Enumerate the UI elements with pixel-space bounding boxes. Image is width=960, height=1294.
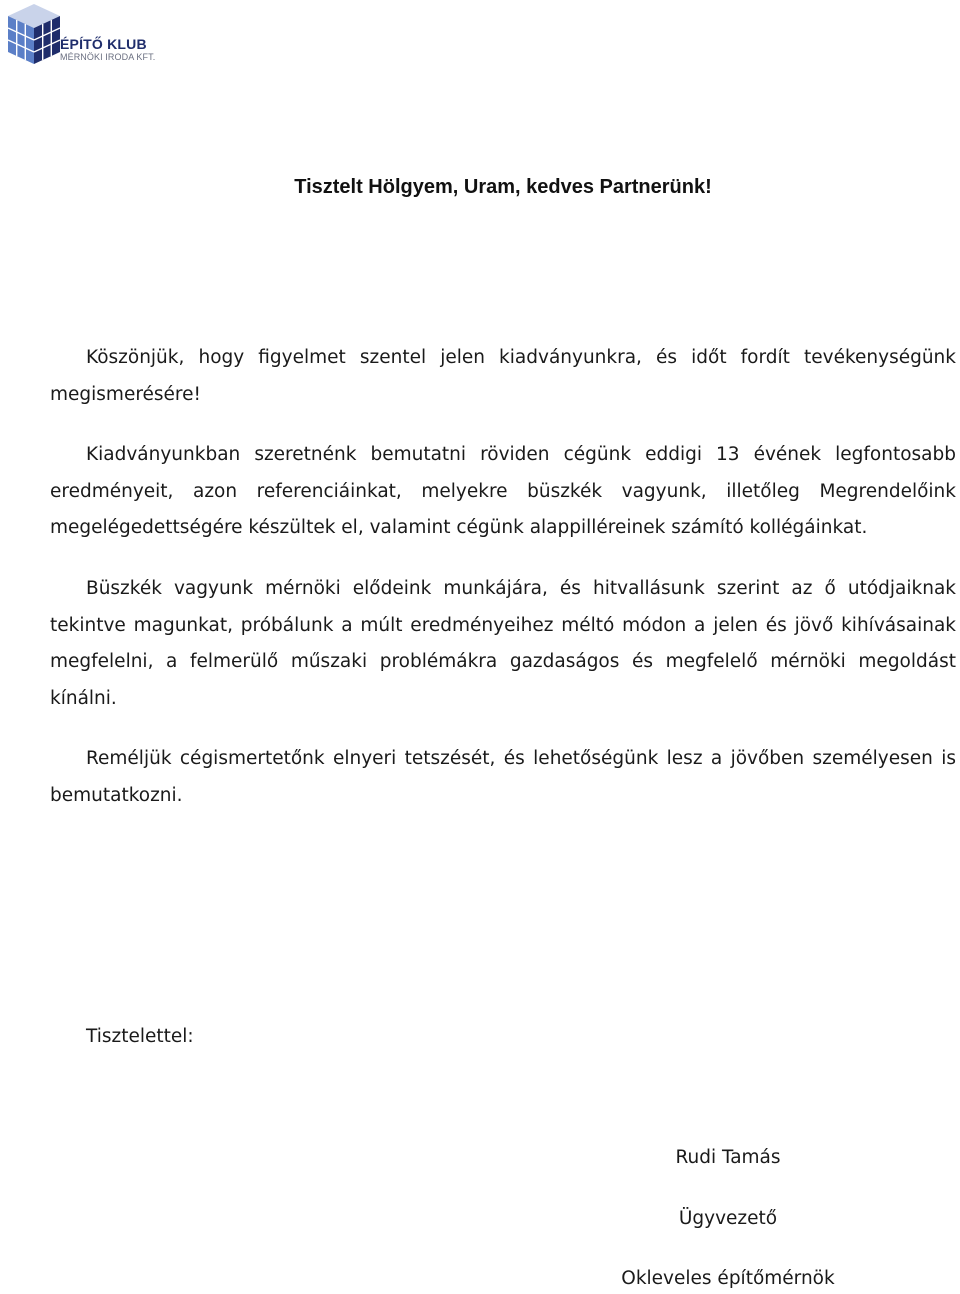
- signature-role: Ügyvezető: [678, 1208, 778, 1229]
- signature-title: Okleveles építőmérnök: [621, 1268, 835, 1289]
- company-logo: [4, 2, 174, 68]
- paragraph-hope: Reméljük cégismertetőnk elnyeri tetszését, és lehetőségünk lesz a jövőben személyesen is bemutatkozni.: [50, 748, 956, 806]
- letter-closing: Tisztelettel:: [86, 1026, 194, 1047]
- signature-name: Rudi Tamás: [675, 1147, 781, 1168]
- logo-subtitle: MÉRNÖKI IRODA KFT.: [60, 52, 156, 62]
- logo-title: ÉPÍTŐ KLUB: [60, 36, 147, 52]
- paragraph-introduction: Kiadványunkban szeretnénk bemutatni röviden cégünk eddigi 13 évének legfontosabb eredményeit, azon referenciáinkat, melyekre büszkék vagyunk, illetőleg Megrendelőink megelégedettségére készültek el, valamint cégünk alappilléreinek számító kollégáinkat.: [50, 444, 956, 538]
- letter-greeting: Tisztelt Hölgyem, Uram, kedves Partnerünk!: [294, 176, 712, 198]
- building-cube-icon: [4, 2, 64, 68]
- paragraph-thanks: Köszönjük, hogy figyelmet szentel jelen kiadványunkra, és időt fordít tevékenységünk megismerésére!: [50, 347, 956, 405]
- paragraph-mission: Büszkék vagyunk mérnöki elődeink munkájára, és hitvallásunk szerint az ő utódjaiknak tekintve magunkat, próbálunk a múlt eredményeihez méltó módon a jelen és jövő kihívásainak megfelelni, a felmerülő műszaki problémákra gazdaságos és megfelelő mérnöki megoldást kínálni.: [50, 578, 956, 709]
